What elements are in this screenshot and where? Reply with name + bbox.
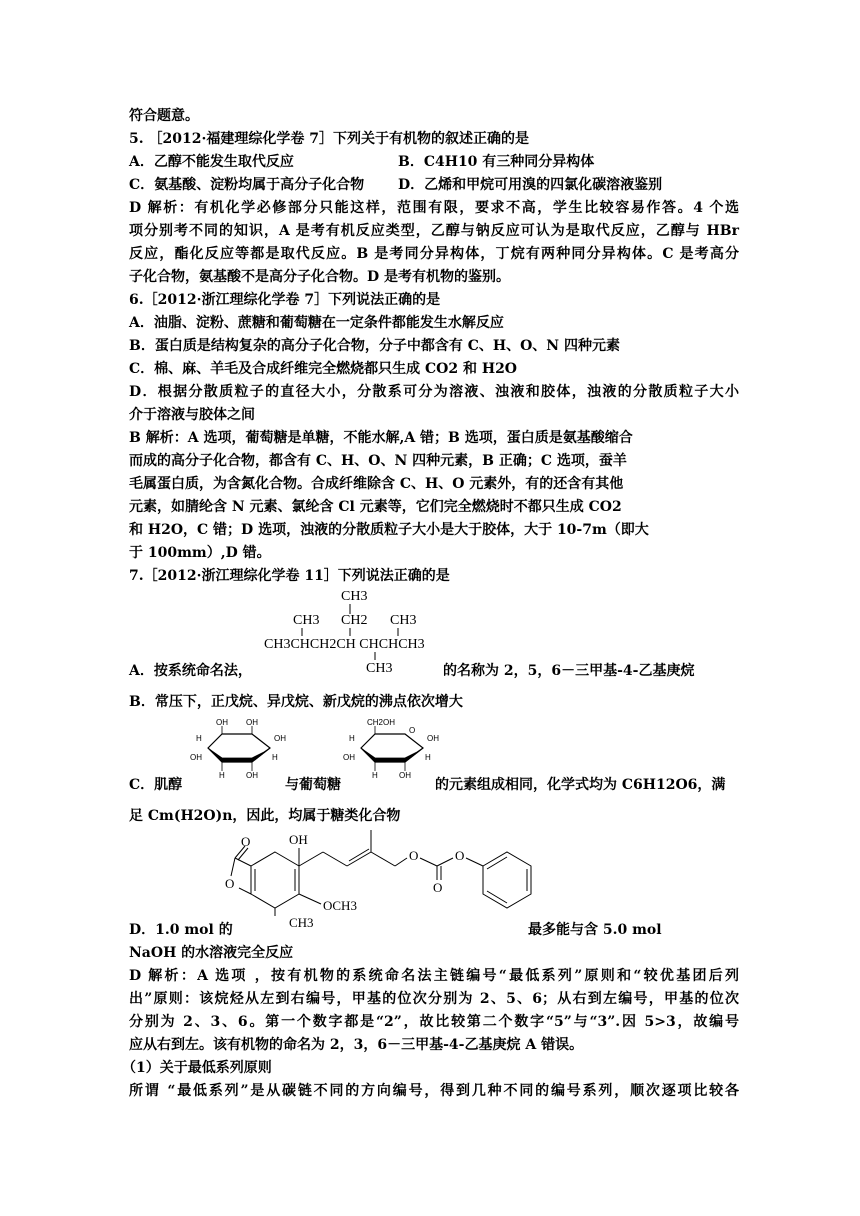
- bond: [347, 852, 371, 866]
- q6-analysis: 毛属蛋白质，为含氮化合物。合成纤维除含 C、H、O 元素外，有的还含有其他: [129, 476, 624, 492]
- methyl-label: CH3: [289, 915, 314, 930]
- h-label: H: [349, 734, 355, 743]
- bond: [323, 852, 347, 866]
- inositol-structure: [190, 718, 286, 780]
- oh-label: OH: [246, 718, 258, 727]
- q6-option-a: A．油脂、淀粉、蔗糖和葡萄糖在一定条件都能发生水解反应: [129, 315, 504, 331]
- q5-analysis: 项分别考不同的知识，A 是考有机反应类型，乙醇与钠反应可认为是取代反应，乙醇与 HBr: [129, 223, 739, 239]
- bond: [231, 858, 235, 876]
- q7-option-c: 足 Cm(H2O)n，因此，均属于糖类化合物: [129, 808, 401, 824]
- bond: [420, 858, 437, 866]
- glucose-ring-bold-edge: [361, 748, 423, 762]
- q7-analysis: 出”原则：该烷烃从左到右编号，甲基的位次分别为 2、5、6；从右到左编号，甲基的位次: [129, 991, 739, 1007]
- glucose-structure: [343, 718, 438, 778]
- oh-label: OH: [399, 771, 411, 780]
- q5-option-b: B．C4H10 有三种同分异构体: [398, 154, 595, 170]
- ch3-top-label: CH3: [341, 589, 368, 604]
- inositol-ring-bold-edge: [208, 748, 270, 762]
- bond: [437, 858, 453, 866]
- q5-analysis: 反应，酯化反应等都是取代反应。B 是考同分异构体，丁烷有两种同分异构体。C 是考高分: [129, 246, 739, 262]
- q5-option-a: A．乙醇不能发生取代反应: [129, 154, 294, 170]
- hydroxyl-label: OH: [289, 832, 308, 847]
- oh-label: OH: [343, 753, 355, 762]
- carbonate-oxygen-label: O: [433, 880, 443, 895]
- q7-option-c: 的元素组成相同，化学式均为 C6H12O6，满: [435, 777, 726, 793]
- q7-option-c: 与葡萄糖: [285, 777, 341, 793]
- q7-option-a: 的名称为 2，5，6－三甲基-4-乙基庚烷: [443, 663, 695, 679]
- q7-option-a: A．按系统命名法，: [129, 663, 252, 679]
- oh-label: OH: [246, 771, 258, 780]
- ch3-left-label: CH3: [293, 613, 320, 628]
- q6-option-d: 介于溶液与胶体之间: [129, 407, 255, 423]
- h-label: H: [272, 753, 278, 762]
- q7-analysis: D 解析：A 选项 ，按有机物的系统命名法主链编号“最低系列”原则和“较优基团后列: [129, 968, 739, 984]
- q7-option-c: C．肌醇: [129, 777, 183, 793]
- oh-label: OH: [427, 734, 439, 743]
- ch3-right-label: CH3: [390, 613, 417, 628]
- oh-label: OH: [216, 718, 228, 727]
- phenyl-ring: [483, 852, 531, 908]
- section-heading: （1）关于最低系列原则: [122, 1060, 272, 1076]
- h-label: H: [196, 734, 202, 743]
- q6-analysis: 于 100mm）,D 错。: [129, 545, 271, 561]
- q7-analysis: 分别为 2、3、6。第一个数字都是“2”，故比较第二个数字“5”与“3”.因 5>3，故编号: [129, 1014, 739, 1030]
- question-6-title: 6.［2012·浙江理综化学卷 7］下列说法正确的是: [129, 292, 441, 308]
- text-line: 符合题意。: [129, 108, 199, 124]
- q6-option-d: D．根据分散质粒子的直径大小，分散系可分为溶液、浊液和胶体，浊液的分散质粒子大小: [129, 384, 739, 400]
- bond: [466, 858, 483, 866]
- h-label: H: [219, 771, 225, 780]
- q5-option-d: D．乙烯和甲烷可用溴的四氯化碳溶液鉴别: [398, 177, 663, 193]
- bond: [238, 848, 248, 860]
- carbonyl-oxygen-label: O: [241, 834, 251, 849]
- q7-option-b: B．常压下，正戊烷、异戊烷、新戊烷的沸点依次增大: [129, 694, 463, 710]
- q5-option-c: C．氨基酸、淀粉均属于高分子化合物: [129, 177, 365, 193]
- ch2oh-label: CH2OH: [367, 718, 396, 727]
- q6-analysis: B 解析：A 选项，葡萄糖是单糖，不能水解,A 错；B 选项，蛋白质是氨基酸缩合: [129, 430, 633, 446]
- q7-option-d: 最多能与含 5.0 mol: [528, 922, 662, 938]
- bond: [371, 852, 395, 866]
- ester-oxygen-label: O: [455, 848, 465, 863]
- ch2-mid-label: CH2: [341, 613, 368, 628]
- q7-option-d: NaOH 的水溶液完全反应: [129, 945, 294, 961]
- q5-analysis: 子化合物，氨基酸不是高分子化合物。D 是考有机物的鉴别。: [129, 269, 511, 285]
- ester-oxygen-label: O: [409, 848, 419, 863]
- ring-oxygen-label: O: [409, 726, 416, 735]
- q6-option-b: B．蛋白质是结构复杂的高分子化合物，分子中都含有 C、H、O、N 四种元素: [129, 338, 620, 354]
- oh-label: OH: [190, 753, 202, 762]
- q6-option-c: C．棉、麻、羊毛及合成纤维完全燃烧都只生成 CO2 和 H2O: [129, 361, 518, 377]
- bond: [235, 858, 251, 866]
- q6-analysis: 元素，如腈纶含 N 元素、氯纶含 Cl 元素等，它们完全燃烧时不都只生成 CO2: [129, 499, 622, 515]
- question-7-title: 7.［2012·浙江理综化学卷 11］下列说法正确的是: [129, 568, 450, 584]
- double-bond: [487, 857, 507, 869]
- bond: [299, 894, 321, 904]
- ch3-bottom-label: CH3: [366, 661, 393, 676]
- question-5-title: 5. ［2012·福建理综化学卷 7］下列关于有机物的叙述正确的是: [129, 131, 529, 147]
- oh-label: OH: [274, 734, 286, 743]
- h-label: H: [425, 753, 431, 762]
- q6-analysis: 而成的高分子化合物，都含有 C、H、O、N 四种元素，B 正确；C 选项，蚕羊: [129, 453, 627, 469]
- main-chain-label: CH3CHCH2CH CHCHCH3: [264, 637, 425, 652]
- bond: [239, 888, 251, 894]
- ester-molecule-structure: [225, 828, 555, 932]
- q7-analysis: 所谓 “最低系列”是从碳链不同的方向编号，得到几种不同的编号系列，顺次逐项比较各: [129, 1083, 739, 1099]
- h-label: H: [372, 771, 378, 780]
- q7-option-d: D．1.0 mol 的: [129, 922, 233, 938]
- methoxy-label: OCH3: [323, 898, 357, 913]
- ring-oxygen-label: O: [225, 876, 235, 891]
- double-bond: [487, 891, 507, 903]
- alkane-structure: [262, 582, 442, 677]
- q6-analysis: 和 H2O，C 错；D 选项，浊液的分散质粒子大小是大于胶体，大于 10-7m（即大: [129, 522, 649, 538]
- q5-analysis: D 解析：有机化学必修部分只能这样，范围有限，要求不高，学生比较容易作答。4 个选: [129, 200, 739, 216]
- bond: [395, 858, 407, 866]
- bond: [299, 852, 323, 866]
- benzene-core: [251, 852, 299, 908]
- q7-analysis: 应从右到左。该有机物的命名为 2，3，6－三甲基-4-乙基庚烷 A 错误。: [129, 1037, 584, 1053]
